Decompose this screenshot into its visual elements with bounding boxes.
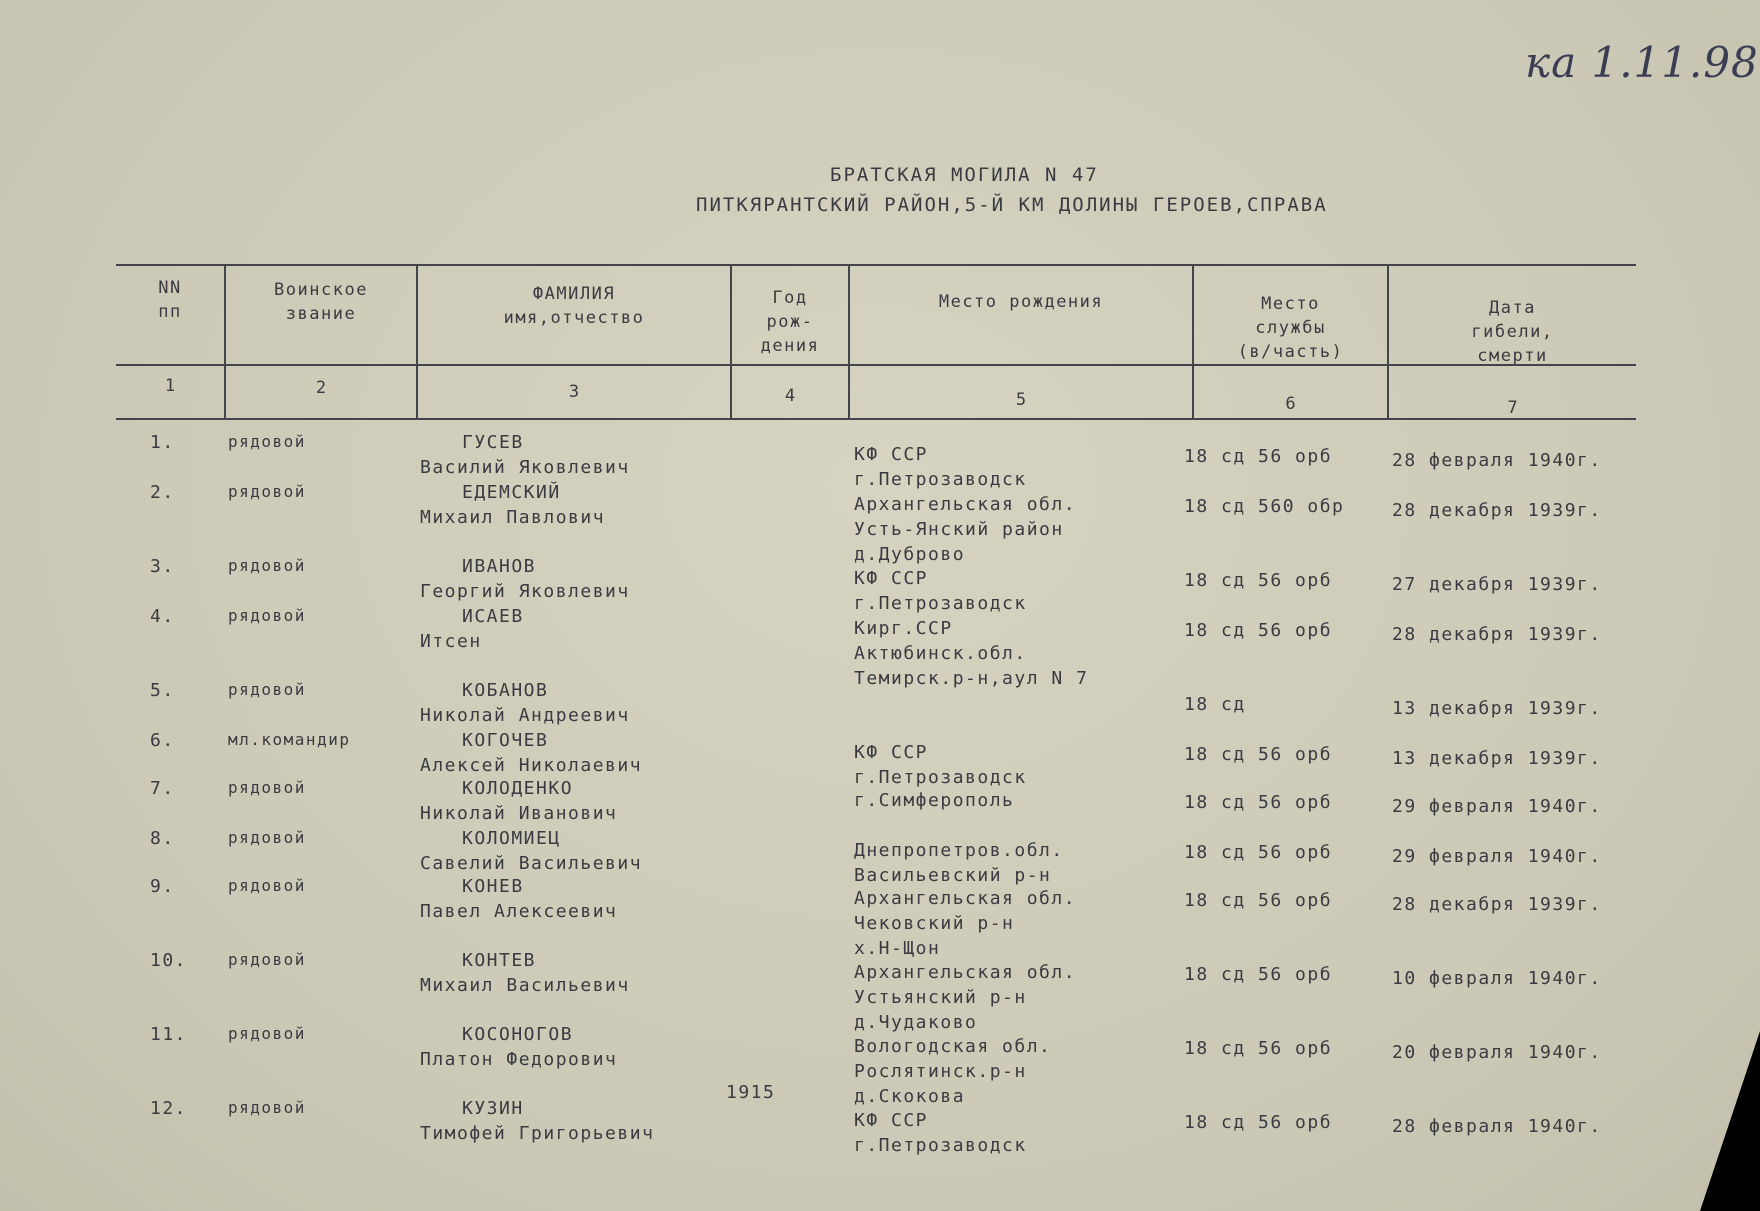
document-subtitle: ПИТКЯРАНТСКИЙ РАЙОН,5-Й КМ ДОЛИНЫ ГЕРОЕВ,СПРАВА: [696, 194, 1328, 216]
birthplace-line: г.Петрозаводск: [854, 593, 1027, 614]
given-name-patronymic: Георгий Яковлевич: [420, 581, 630, 602]
birthplace-line: Вологодская обл.: [854, 1036, 1052, 1057]
column-number: 5: [1015, 390, 1027, 410]
column-number: 3: [568, 382, 580, 402]
surname: ГУСЕВ: [462, 432, 524, 453]
military-rank: рядовой: [228, 556, 306, 575]
row-number: 4.: [150, 606, 175, 627]
surname: КОНТЕВ: [462, 950, 537, 971]
service-unit: 18 сд 56 орб: [1184, 792, 1333, 813]
surname: КОГОЧЕВ: [462, 730, 549, 751]
given-name-patronymic: Василий Яковлевич: [420, 457, 630, 478]
birthplace-line: Кирг.ССР: [854, 618, 953, 639]
given-name-patronymic: Николай Андреевич: [420, 705, 630, 726]
military-rank: рядовой: [228, 950, 306, 969]
header-birthplace: Место рождения: [938, 292, 1104, 312]
row-number: 2.: [150, 482, 175, 503]
given-name-patronymic: Платон Федорович: [420, 1049, 618, 1070]
military-rank: рядовой: [228, 876, 306, 895]
birthplace-line: Днепропетров.обл.: [854, 840, 1064, 861]
column-number: 2: [315, 378, 327, 398]
death-date: 28 декабря 1939г.: [1392, 500, 1602, 521]
row-number: 6.: [150, 730, 175, 751]
death-date: 28 декабря 1939г.: [1392, 624, 1602, 645]
row-number: 3.: [150, 556, 175, 577]
service-unit: 18 сд 56 орб: [1184, 446, 1333, 467]
birthplace-line: д.Дуброво: [854, 544, 966, 565]
surname: КОБАНОВ: [462, 680, 549, 701]
row-number: 8.: [150, 828, 175, 849]
birthplace-line: Темирск.р-н,аул N 7: [854, 668, 1089, 689]
service-unit: 18 сд 560 обр: [1184, 496, 1345, 517]
birthplace-line: Архангельская обл.: [854, 962, 1077, 983]
surname: КОСОНОГОВ: [462, 1024, 574, 1045]
service-unit: 18 сд 56 орб: [1184, 620, 1333, 641]
birthplace-line: Рослятинск.р-н: [854, 1061, 1027, 1082]
death-date: 28 февраля 1940г.: [1392, 1116, 1602, 1137]
birthplace-line: КФ ССР: [854, 568, 929, 589]
row-number: 7.: [150, 778, 175, 799]
given-name-patronymic: Алексей Николаевич: [420, 755, 643, 776]
surname: КОЛОМИЕЦ: [462, 828, 561, 849]
column-number: 6: [1285, 394, 1296, 414]
death-date: 13 декабря 1939г.: [1392, 748, 1602, 769]
birthplace-line: КФ ССР: [854, 742, 929, 763]
military-rank: рядовой: [228, 1024, 306, 1043]
death-date: 29 февраля 1940г.: [1392, 796, 1602, 817]
death-date: 28 февраля 1940г.: [1392, 450, 1602, 471]
surname: ИСАЕВ: [462, 606, 524, 627]
military-rank: рядовой: [228, 1098, 306, 1117]
header-number: NN пп: [158, 278, 182, 322]
header-name: ФАМИЛИЯ имя,отчество: [503, 284, 645, 328]
surname: КУЗИН: [462, 1098, 524, 1119]
header-birth-year: Год рож- дения: [760, 288, 820, 356]
military-rank: рядовой: [228, 828, 306, 847]
birthplace-line: Васильевский р-н: [854, 865, 1052, 886]
death-date: 28 декабря 1939г.: [1392, 894, 1602, 915]
birth-year: 1915: [726, 1082, 776, 1103]
column-number: 7: [1507, 398, 1518, 418]
birthplace-line: КФ ССР: [854, 444, 929, 465]
torn-corner: [1700, 1031, 1760, 1211]
given-name-patronymic: Савелий Васильевич: [420, 853, 643, 874]
military-rank: мл.командир: [228, 730, 351, 749]
service-unit: 18 сд 56 орб: [1184, 570, 1333, 591]
column-number: 1: [164, 376, 176, 396]
birthplace-line: г.Петрозаводск: [854, 469, 1027, 490]
military-rank: рядовой: [228, 606, 306, 625]
given-name-patronymic: Михаил Павлович: [420, 507, 606, 528]
service-unit: 18 сд 56 орб: [1184, 842, 1333, 863]
header-rank: Воинское звание: [274, 280, 368, 324]
birthplace-line: Актюбинск.обл.: [854, 643, 1027, 664]
birthplace-line: г.Петрозаводск: [854, 767, 1027, 788]
service-unit: 18 сд: [1184, 694, 1246, 715]
row-number: 11.: [150, 1024, 188, 1045]
surname: ИВАНОВ: [462, 556, 537, 577]
given-name-patronymic: Михаил Васильевич: [420, 975, 630, 996]
surname: ЕДЕМСКИЙ: [462, 482, 561, 503]
birthplace-line: Чековский р-н: [854, 913, 1015, 934]
birthplace-line: д.Скокова: [854, 1086, 966, 1107]
surname: КОЛОДЕНКО: [462, 778, 574, 799]
military-rank: рядовой: [228, 432, 306, 451]
military-rank: рядовой: [228, 482, 306, 501]
service-unit: 18 сд 56 орб: [1184, 964, 1333, 985]
service-unit: 18 сд 56 орб: [1184, 1112, 1333, 1133]
column-number: 4: [784, 386, 796, 406]
birthplace-line: г.Симферополь: [854, 790, 1015, 811]
service-unit: 18 сд 56 орб: [1184, 890, 1333, 911]
birthplace-line: КФ ССР: [854, 1110, 929, 1131]
service-unit: 18 сд 56 орб: [1184, 744, 1333, 765]
row-number: 9.: [150, 876, 175, 897]
given-name-patronymic: Николай Иванович: [420, 803, 618, 824]
death-date: 29 февраля 1940г.: [1392, 846, 1602, 867]
military-rank: рядовой: [228, 680, 306, 699]
handwritten-note: ка 1.11.98: [1525, 38, 1759, 87]
birthplace-line: г.Петрозаводск: [854, 1135, 1027, 1156]
document-title: БРАТСКАЯ МОГИЛА N 47: [830, 164, 1099, 186]
service-unit: 18 сд 56 орб: [1184, 1038, 1333, 1059]
birthplace-line: Архангельская обл.: [854, 888, 1077, 909]
row-number: 5.: [150, 680, 175, 701]
birthplace-line: х.Н-Щон: [854, 938, 941, 959]
row-number: 1.: [150, 432, 175, 453]
death-date: 20 февраля 1940г.: [1392, 1042, 1602, 1063]
header-service-unit: Место службы (в/часть): [1237, 294, 1344, 362]
given-name-patronymic: Итсен: [420, 631, 482, 652]
birthplace-line: Усть-Янский район: [854, 519, 1064, 540]
given-name-patronymic: Павел Алексеевич: [420, 901, 618, 922]
death-date: 13 декабря 1939г.: [1392, 698, 1602, 719]
death-date: 27 декабря 1939г.: [1392, 574, 1602, 595]
table-top-border: [116, 264, 1636, 266]
row-number: 12.: [150, 1098, 188, 1119]
birthplace-line: Архангельская обл.: [854, 494, 1077, 515]
table-column-number-divider: [116, 418, 1636, 420]
military-rank: рядовой: [228, 778, 306, 797]
birthplace-line: Устьянский р-н: [854, 987, 1027, 1008]
row-number: 10.: [150, 950, 188, 971]
birthplace-line: д.Чудаково: [854, 1012, 978, 1033]
death-date: 10 февраля 1940г.: [1392, 968, 1602, 989]
surname: КОНЕВ: [462, 876, 524, 897]
given-name-patronymic: Тимофей Григорьевич: [420, 1123, 655, 1144]
header-death-date: Дата гибели, смерти: [1471, 298, 1554, 366]
